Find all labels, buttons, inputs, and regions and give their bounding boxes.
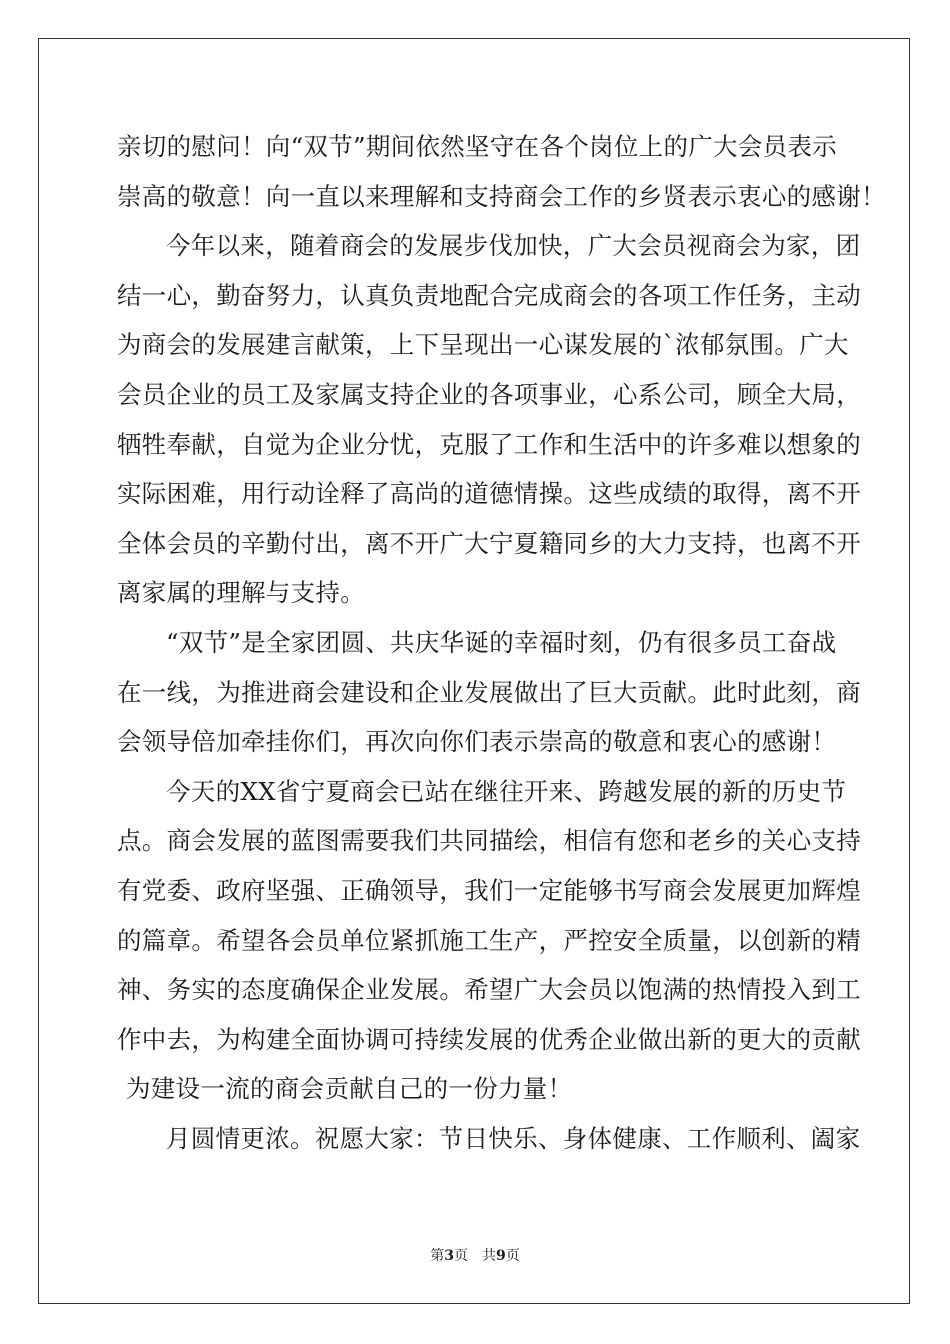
text-line: 点。商会发展的蓝图需要我们共同描绘，相信有您和老乡的关心支持 <box>117 826 861 856</box>
text-line: 会领导倍加牵挂你们，再次向你们表示崇高的敬意和衷心的感谢！ <box>117 727 837 757</box>
total-pages: 9 <box>496 1248 506 1264</box>
paragraph-start-line: 今年以来，随着商会的发展步伐加快，广大会员视商会为家，团 <box>166 231 861 261</box>
paragraph-start-line: “双节”是全家团圆、共庆华诞的幸福时刻，仍有很多员工奋战 <box>166 627 837 657</box>
page-suffix: 页 <box>454 1248 468 1264</box>
text-line: 作中去，为构建全面协调可持续发展的优秀企业做出新的更大的贡献 <box>117 1024 861 1054</box>
paragraph-start-line: 今天的XX省宁夏商会已站在继往开来、跨越发展的新的历史节 <box>166 776 847 806</box>
text-line: 亲切的慰问！向“双节”期间依然坚守在各个岗位上的广大会员表示 <box>117 132 838 161</box>
text-line: 崇高的敬意！向一直以来理解和支持商会工作的乡贤表示衷心的感谢！ <box>117 181 886 211</box>
text-line: 结一心，勤奋努力，认真负责地配合完成商会的各项工作任务，主动 <box>117 280 861 310</box>
page-footer <box>0 1245 950 1265</box>
text-line: 全体会员的辛勤付出，离不开广大宁夏籍同乡的大力支持，也离不开 <box>117 528 861 558</box>
text-line: 牺牲奉献，自觉为企业分忧，克服了工作和生活中的许多难以想象的 <box>117 429 861 459</box>
paragraph-start-line: 月圆情更浓。祝愿大家：节日快乐、身体健康、工作顺利、阖家 <box>166 1123 861 1153</box>
text-line: 神、务实的态度确保企业发展。希望广大会员以饱满的热情投入到工 <box>117 975 861 1005</box>
total-suffix: 页 <box>505 1248 520 1264</box>
page-number: 3 <box>444 1248 454 1264</box>
text-line: 会员企业的员工及家属支持企业的各项事业，心系公司，顾全大局， <box>117 379 861 409</box>
text-line: 为建设一流的商会贡献自己的一份力量！ <box>126 1074 573 1104</box>
page-prefix: 第 <box>430 1248 445 1264</box>
text-line: 实际困难，用行动诠释了高尚的道德情操。这些成绩的取得，离不开 <box>117 479 861 509</box>
text-line: 在一线，为推进商会建设和企业发展做出了巨大贡献。此时此刻，商 <box>117 677 861 707</box>
text-line: 离家属的理解与支持。 <box>117 578 365 608</box>
document-body <box>117 122 886 1163</box>
text-line: 为商会的发展建言献策，上下呈现出一心谋发展的`浓郁氛围。广大 <box>117 330 849 360</box>
text-line: 的篇章。希望各会员单位紧抓施工生产，严控安全质量，以创新的精 <box>117 925 861 955</box>
text-line: 有党委、政府坚强、正确领导，我们一定能够书写商会发展更加辉煌 <box>117 875 861 905</box>
total-prefix: 共 <box>482 1248 496 1264</box>
